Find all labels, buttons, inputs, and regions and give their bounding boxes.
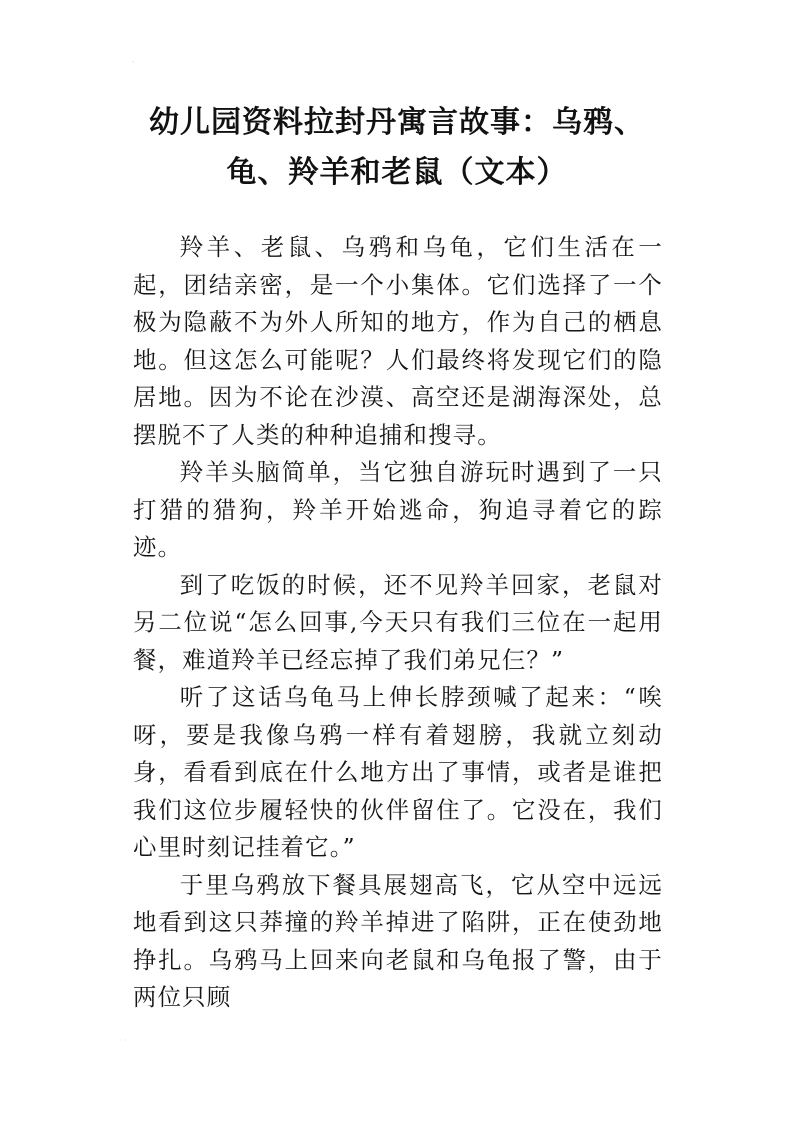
title-line-1: 幼儿园资料拉封丹寓言故事：乌鸦、 <box>149 105 645 140</box>
paragraph-5: 于里乌鸦放下餐具展翅高飞，它从空中远远地看到这只莽撞的羚羊掉进了陷阱，正在使劲地挣扎。乌鸦马上回来向老鼠和乌龟报了警，由于两位只顾 <box>133 870 663 1011</box>
paragraph-1: 羚羊、老鼠、乌鸦和乌龟，它们生活在一起，团结亲密，是一个小集体。它们选择了一个极为隐蔽不为外人所知的地方，作为自己的栖息地。但这怎么可能呢？人们最终将发现它们的隐居地。因为不论在沙漠、高空还是湖海深处，总摆脱不了人类的种种追捕和搜寻。 <box>133 233 663 449</box>
paragraph-4: 听了这话乌龟马上伸长脖颈喊了起来：“唉呀，要是我像乌鸦一样有着翅膀，我就立刻动身，看看到底在什么地方出了事情，或者是谁把我们这位步履轻快的伙伴留住了。它没在，我们心里时刻记挂着它。” <box>133 683 663 861</box>
paragraph-2: 羚羊头脑简单，当它独自游玩时遇到了一只打猎的猎狗，羚羊开始逃命，狗追寻着它的踪迹。 <box>133 458 663 561</box>
paragraph-3: 到了吃饭的时候，还不见羚羊回家，老鼠对另二位说“怎么回事,今天只有我们三位在一起用餐，难道羚羊已经忘掉了我们弟兄仨？” <box>133 570 663 674</box>
title-line-2: 龟、羚羊和老鼠（文本） <box>226 155 568 190</box>
scan-speck: ' <box>132 60 135 69</box>
document-title <box>100 98 694 198</box>
scan-speck: · <box>124 1036 127 1045</box>
document-body <box>133 229 663 1017</box>
